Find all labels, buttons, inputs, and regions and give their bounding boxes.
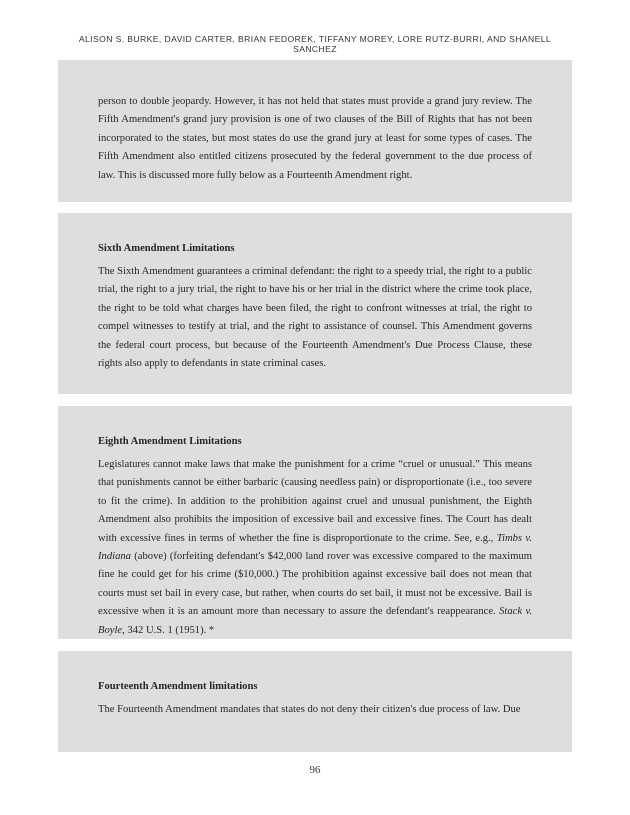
fourteenth-amendment-paragraph: The Fourteenth Amendment mandates that states do not deny their citizen's due process of law. Due	[98, 704, 521, 715]
fourteenth-amendment-box	[58, 651, 572, 752]
eighth-amendment-paragraph	[98, 456, 532, 640]
case-citation-stack: Stack v. Boyle	[98, 606, 533, 636]
eighth-text-part-a: Legislatures cannot make laws that make the punishment for a crime “cruel or unusual.” This means that punishments cannot be either barbaric (causing needless pain) or disproportionate (i.e., too severe to fit the crime). In addition to the prohibition against cruel and unusual punishment, the Eighth Amendment also prohibits the imposition of excessive bail and excessive fines. The Court has dealt with excessive fines in terms of whether the fine is disproportionate to the crime. See, e.g.,	[98, 459, 532, 544]
header-authors-line2: SANCHEZ	[293, 44, 337, 54]
eighth-text-part-c: , 342 U.S. 1 (1951). *	[122, 624, 215, 636]
page-number: 96	[309, 764, 321, 776]
intro-text-box	[58, 60, 572, 202]
eighth-amendment-heading: Eighth Amendment Limitations	[98, 436, 242, 447]
intro-paragraph: person to double jeopardy. However, it has not held that states must provide a grand jury review. The Fifth Amendment's grand jury provision is one of two clauses of the Bill of Rights that has not been incorporated to the states, but most states do use the grand jury at least for some types of cases. The Fifth Amendment also entitled citizens prosecuted by the federal government to the due process of law. This is discussed more fully below as a Fourteenth Amendment right.	[98, 96, 532, 181]
case-citation-timbs: Timbs v. Indiana	[98, 532, 532, 563]
eighth-text-part-b: (above) (forfeiting defendant's $42,000 land rover was excessive compared to the maximum fine he could get for his crime ($10,000.) The prohibition against excessive bail does not mean that courts must set bail in every case, but rather, when courts do set bail, it must not be excessive. Bail is excessive when it is an amount more than necessary to assure the defendant's reappearance.	[98, 551, 532, 618]
eighth-amendment-box	[58, 406, 572, 639]
sixth-amendment-box	[58, 213, 572, 394]
sixth-amendment-paragraph: The Sixth Amendment guarantees a criminal defendant: the right to a speedy trial, the right to a public trial, the right to a jury trial, the right to have his or her trial in the district where the crime took place, the right to be told what charges have been filed, the right to confront witnesses at trial, the right to compel witnesses to testify at trial, and the right to assistance of counsel. This Amendment governs the federal court process, but because of the Fourteenth Amendment's Due Process Clause, these rights also apply to defendants in state criminal cases.	[98, 266, 532, 370]
running-header	[40, 34, 590, 54]
header-authors-line1: ALISON S. BURKE, DAVID CARTER, BRIAN FEDOREK, TIFFANY MOREY, LORE RUTZ-BURRI, AND SHANELL	[78, 34, 552, 44]
sixth-amendment-heading: Sixth Amendment Limitations	[98, 243, 235, 254]
fourteenth-amendment-heading: Fourteenth Amendment limitations	[98, 681, 258, 692]
